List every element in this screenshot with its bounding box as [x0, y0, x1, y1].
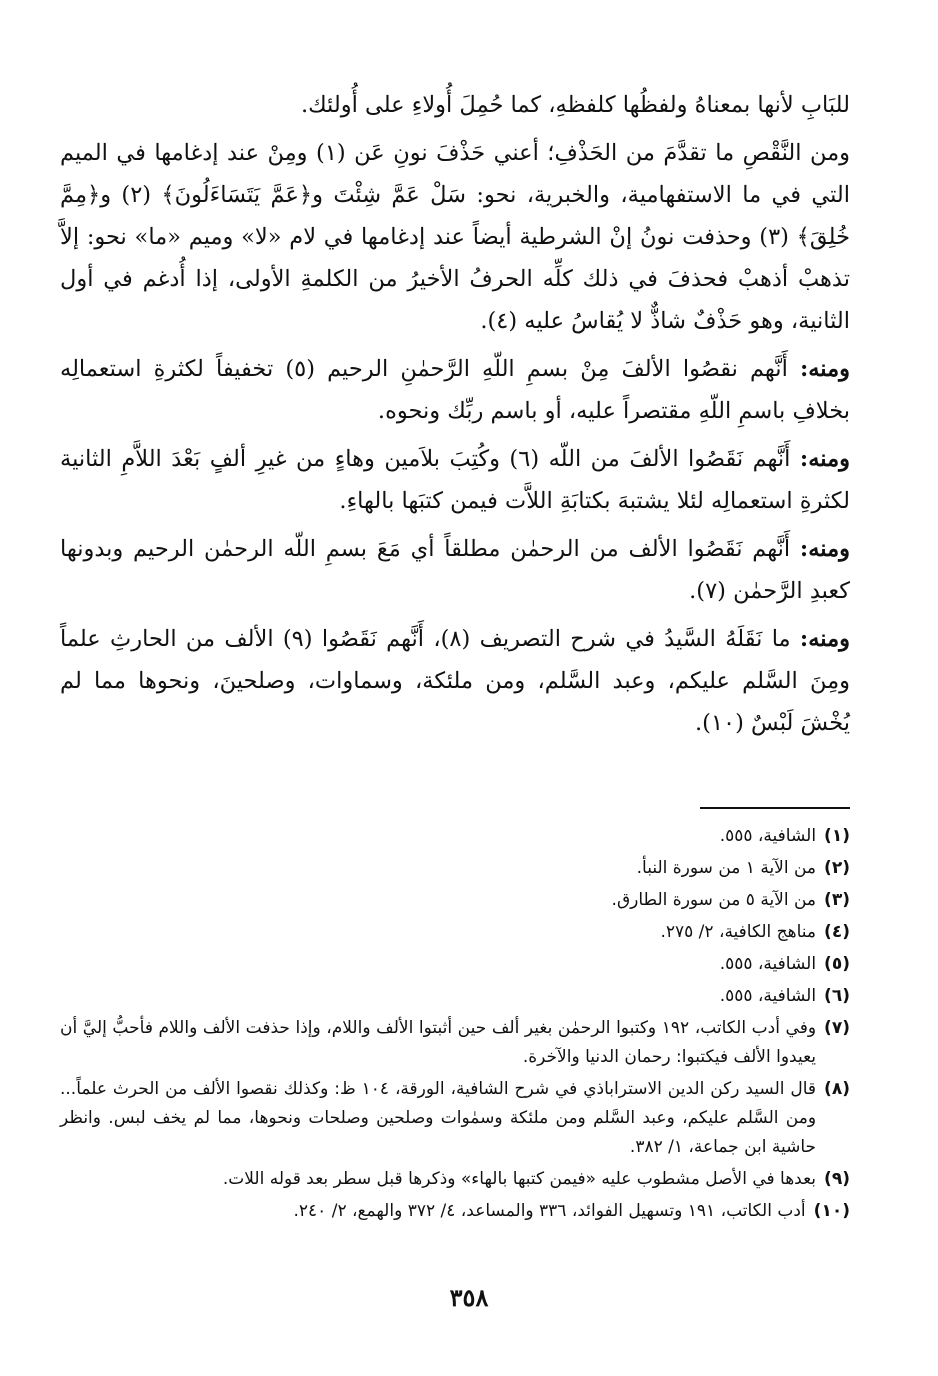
footnote-number: (٧)	[824, 1018, 850, 1038]
paragraph-4-lead: ومنه:	[799, 446, 850, 472]
footnote-item	[60, 1075, 850, 1162]
paragraph-5-text: أَنَّهم نَقَصُوا الألف من الرحمٰن مطلقاً أي مَعَ بسمِ اللّه الرحمٰن الرحيم وبدونها كعبدِ الرَّحمٰن (٧).	[60, 536, 850, 604]
paragraph-3-lead: ومنه:	[799, 356, 851, 382]
footnote-number: (٩)	[824, 1169, 850, 1189]
footnote-number: (٣)	[824, 890, 850, 910]
footnote-text: بعدها في الأصل مشطوب عليه «فيمن كتبها بالهاء» وذكرها قبل سطر بعد قوله اللات.	[222, 1169, 817, 1189]
paragraph-4	[60, 432, 850, 522]
footnote-number: (٤)	[824, 922, 850, 942]
footnotes	[60, 822, 850, 1229]
paragraph-1-text: للبَابِ لأنها بمعناهُ ولفظُها كلفظهِ، كما حُمِلَ أُولاءِ على أُولئك.	[300, 92, 850, 118]
paragraph-2	[60, 126, 850, 342]
footnote-item	[60, 1197, 850, 1226]
footnote-item	[60, 1165, 850, 1194]
main-text	[60, 70, 850, 744]
footnote-text: مناهج الكافية، ٢/ ٢٧٥.	[660, 922, 817, 942]
footnote-number: (٨)	[824, 1079, 850, 1099]
footnote-item	[60, 1014, 850, 1072]
paragraph-3-text: أَنَّهم نقصُوا الألفَ مِنْ بسمِ اللّهِ الرَّحمٰنِ الرحيم (٥) تخفيفاً لكثرةِ استعمالِه بخلافِ باسمِ اللّهِ مقتصراً عليه، أو باسم ربِّك ونحوه.	[60, 356, 850, 424]
footnote-item	[60, 950, 850, 979]
paragraph-5	[60, 522, 850, 612]
page-number: ٣٥٨	[449, 1283, 489, 1312]
footnote-text: الشافية، ٥٥٥.	[719, 986, 817, 1006]
footnote-number: (١)	[824, 826, 850, 846]
footnote-item	[60, 886, 850, 915]
footnote-item	[60, 854, 850, 883]
footnote-text: الشافية، ٥٥٥.	[719, 826, 817, 846]
footnote-separator	[700, 807, 850, 809]
paragraph-2-text: ومن النَّقْصِ ما تقدَّمَ من الحَذْفِ؛ أعني حَذْفَ نونِ عَن (١) ومِنْ عند إدغامها في الميم التي في ما الاستفهامية، والخبرية، نحو: سَلْ عَمَّ شِئْتَ و﴿عَمَّ يَتَسَاءَلُونَ﴾ (٢) و﴿مِمَّ خُلِقَ﴾ (٣) وحذفت نونُ إنْ الشرطية أيضاً عند إدغامها في لام «لا» وميم «ما» نحو: إلاَّ تذهبْ أذهبْ فحذفَ في ذلك كلِّه الحرفُ الأخيرُ من الكلمةِ الأولى، إذا أُدغم في أول الثانية، وهو حَذْفٌ شاذٌّ لا يُقاسُ عليه (٤).	[60, 140, 850, 334]
footnote-text: الشافية، ٥٥٥.	[719, 954, 817, 974]
paragraph-6-text: ما نَقَلَهُ السَّيدُ في شرح التصريف (٨)، أَنَّهم نَقَصُوا (٩) الألف من الحارثِ علماً ومِنَ السَّلم عليكم، وعبد السَّلم، ومن ملئكة، وسماوات، وصلحينَ، ونحوها مما لم يُخْشَ لَبْسٌ (١٠).	[60, 626, 850, 736]
paragraph-6	[60, 612, 850, 744]
footnote-number: (٢)	[824, 858, 850, 878]
footnote-text: قال السيد ركن الدين الاستراباذي في شرح الشافية، الورقة، ١٠٤ ظ: وكذلك نقصوا الألف من الحرث علماً... ومن السَّلم عليكم، وعبد السَّلم ومن ملئكة وسمٰوات وصلحين وصلحات ونحوها، مما لم يخف لبس. وانظر حاشية ابن جماعة، ١/ ٣٨٢.	[60, 1079, 817, 1157]
footnote-text: أدب الكاتب، ١٩١ وتسهيل الفوائد، ٣٣٦ والمساعد، ٤/ ٣٧٢ والهمع، ٢/ ٢٤٠.	[293, 1201, 806, 1221]
paragraph-3	[60, 342, 850, 432]
paragraph-5-lead: ومنه:	[799, 536, 850, 562]
footnote-number: (١٠)	[813, 1201, 850, 1221]
footnote-item	[60, 918, 850, 947]
paragraph-4-text: أَنَّهم نَقَصُوا الألفَ من اللّه (٦) وكُتِبَ بلاَمين وهاءٍ من غيرِ ألفٍ بَعْدَ اللاَّمِ الثانية لكثرةِ استعمالِه لئلا يشتبهَ بكتابَةِ اللاَّت فيمن كتبَها بالهاءِ.	[60, 446, 850, 514]
footnote-text: وفي أدب الكاتب، ١٩٢ وكتبوا الرحمٰن بغير ألف حين أثبتوا الألف واللام، وإذا حذفت الألف واللام فأحبُّ إليَّ أن يعيدوا الألف فيكتبوا: رحمان الدنيا والآخرة.	[60, 1018, 817, 1067]
paragraph-6-lead: ومنه:	[799, 626, 850, 652]
footnote-number: (٥)	[824, 954, 850, 974]
footnote-number: (٦)	[824, 986, 850, 1006]
footnote-text: من الآية ٥ من سورة الطارق.	[611, 890, 817, 910]
footnote-item	[60, 982, 850, 1011]
paragraph-1	[60, 70, 850, 126]
footnote-text: من الآية ١ من سورة النبأ.	[636, 858, 817, 878]
footnote-item	[60, 822, 850, 851]
